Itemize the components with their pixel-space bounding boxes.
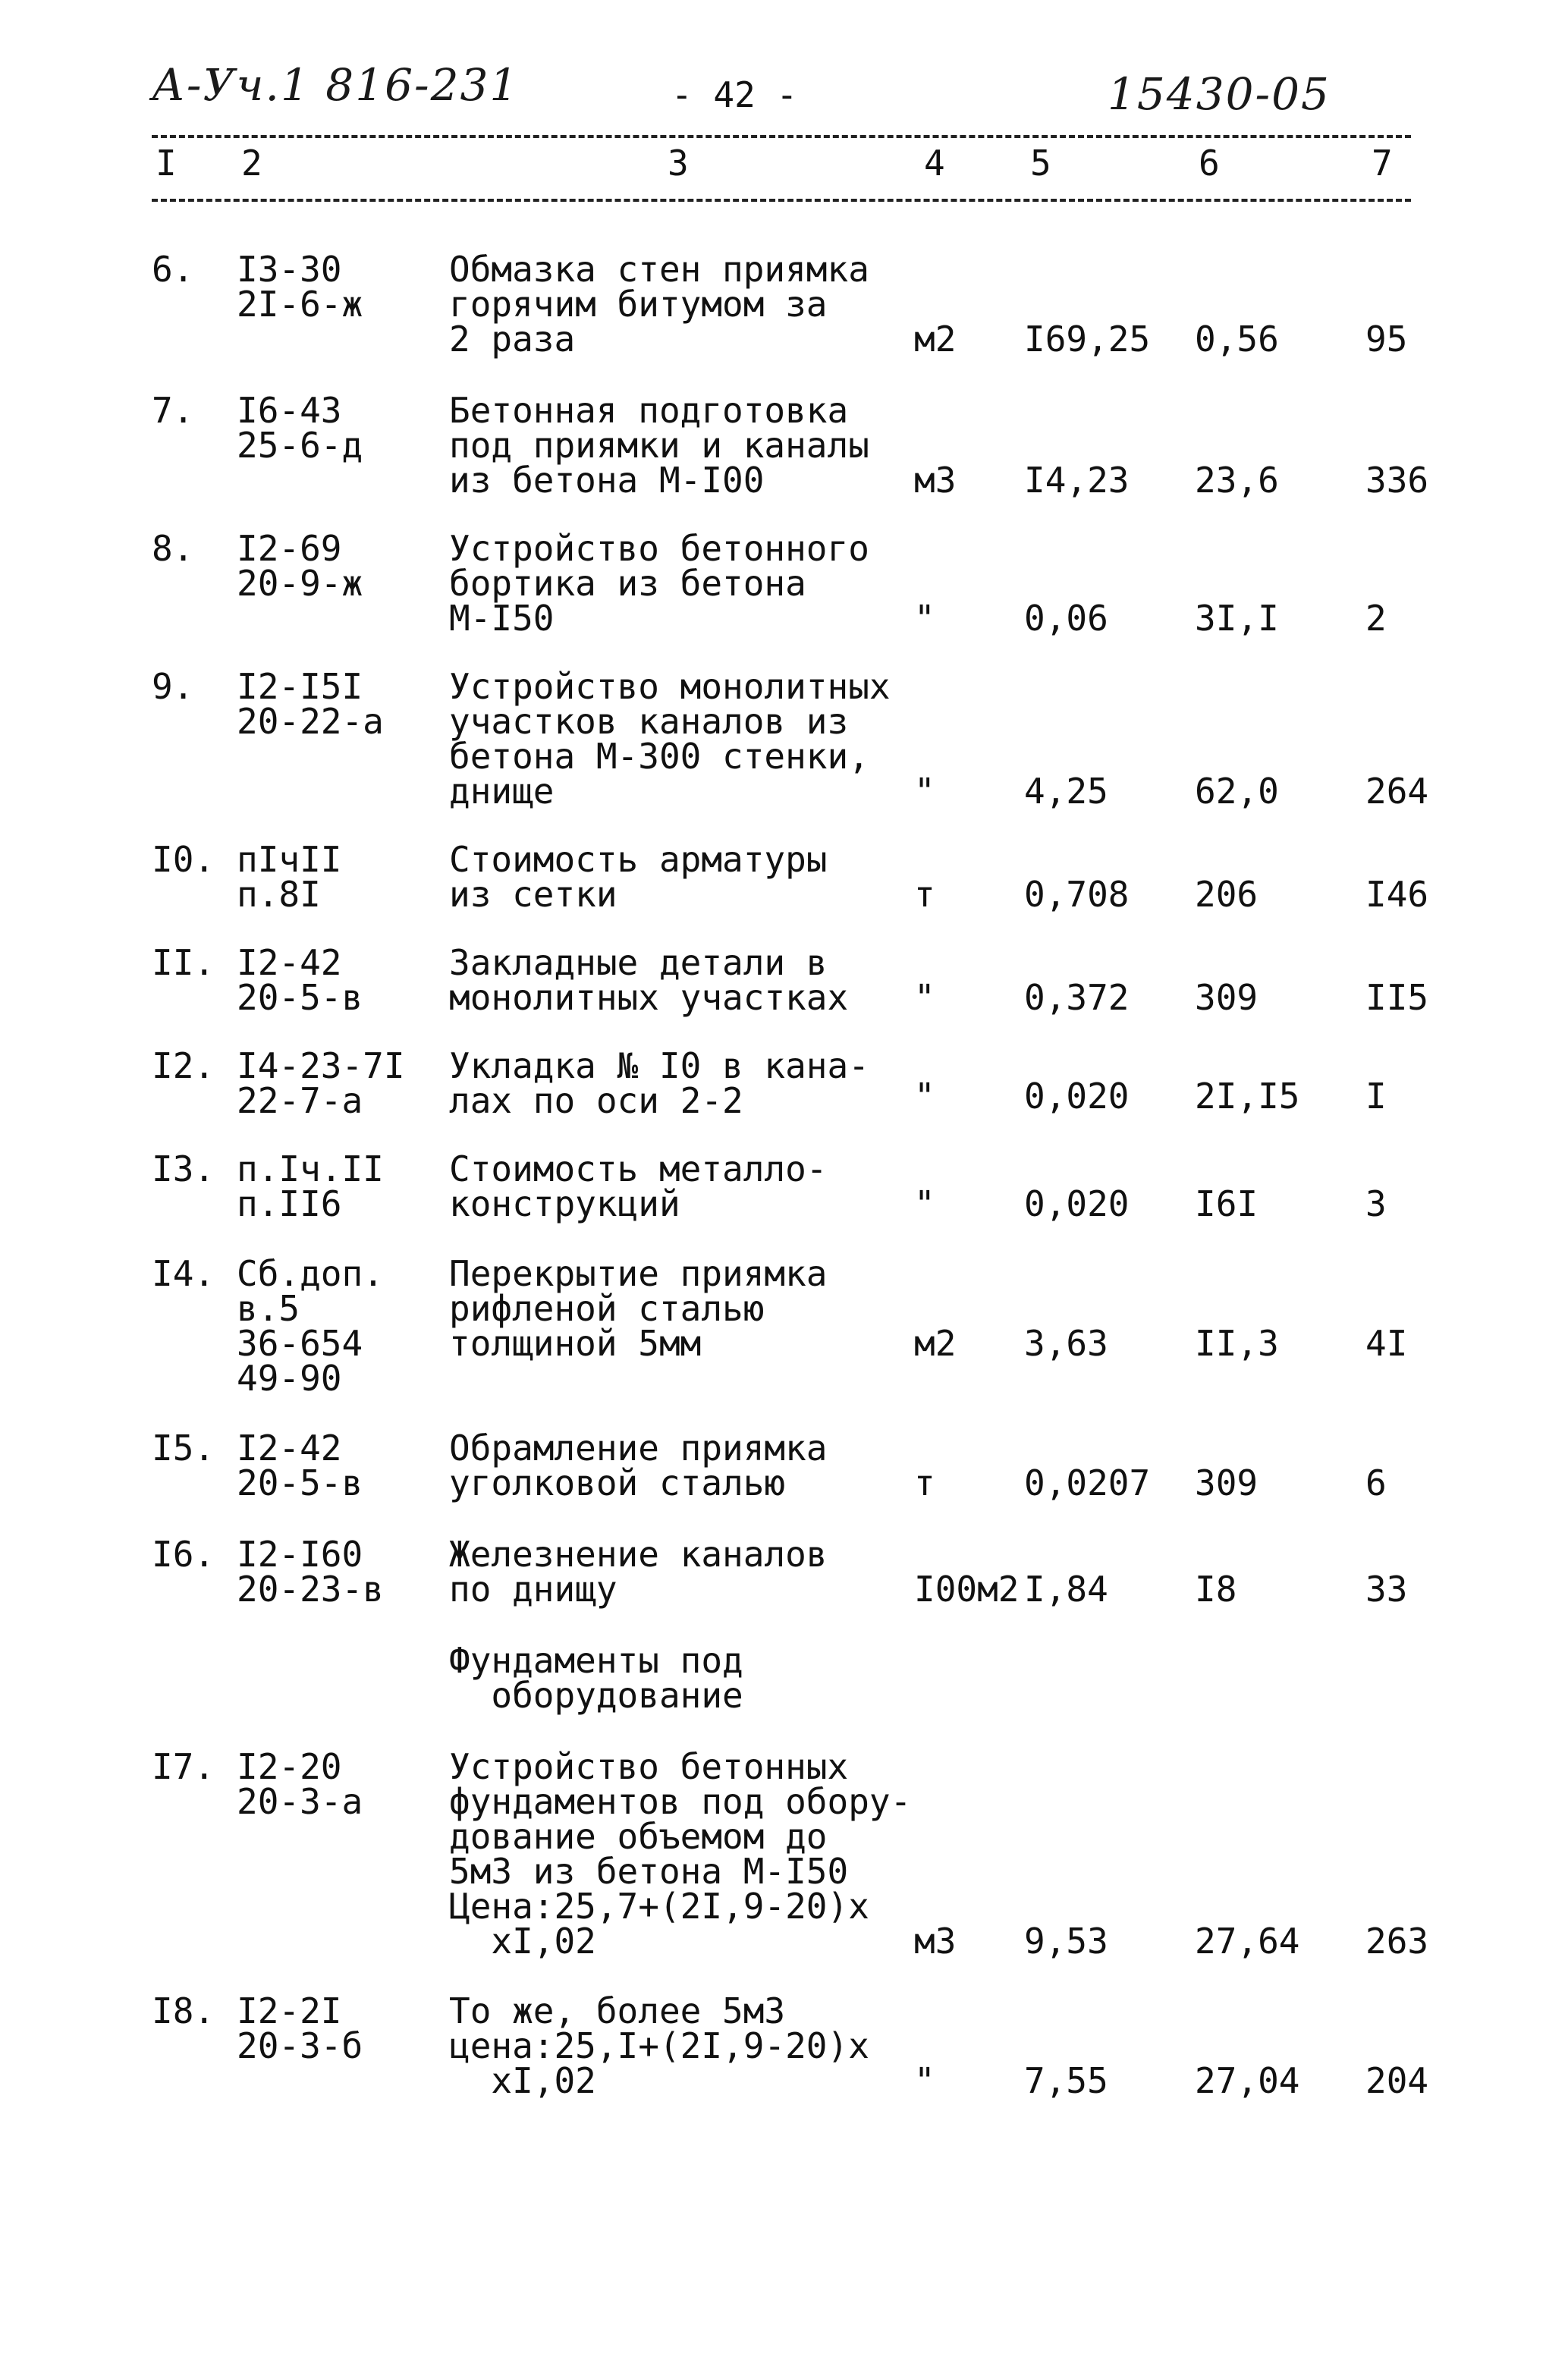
total-cost: 6 [1365, 1462, 1387, 1503]
unit-price: 3I,I [1195, 598, 1279, 639]
unit: т [914, 874, 935, 915]
quantity: 0,020 [1024, 1076, 1130, 1117]
work-description: Стоимость металло- конструкций [449, 1148, 828, 1224]
norm-code: п.Iч.II п.II6 [237, 1148, 384, 1224]
work-description: Устройство бетонных фундаментов под обору- дование объемом до 5м3 из бетона М-I50 Цена:25,7+(2I,9-20)х хI,02 [449, 1746, 912, 1962]
work-description: Обмазка стен приямка горячим битумом за 2 раза [449, 249, 869, 360]
row-number: 9. [152, 666, 194, 707]
unit-price: 0,56 [1195, 319, 1279, 360]
row-number: II. [152, 942, 215, 983]
unit: " [914, 1183, 935, 1224]
work-description: Закладные детали в монолитных участках [449, 942, 849, 1018]
quantity: I69,25 [1024, 319, 1151, 360]
quantity: 4,25 [1024, 771, 1108, 812]
unit-price: I8 [1195, 1569, 1237, 1610]
column-header-7: 7 [1372, 143, 1393, 184]
row-number: I7. [152, 1746, 215, 1787]
unit-price: 27,04 [1195, 2060, 1300, 2101]
unit-price: I6I [1195, 1183, 1258, 1224]
quantity: 0,708 [1024, 874, 1130, 915]
norm-code: I2-42 20-5-в [237, 1428, 363, 1503]
quantity: I4,23 [1024, 460, 1130, 501]
total-cost: 3 [1365, 1183, 1387, 1224]
work-description: Устройство бетонного бортика из бетона М-I50 [449, 528, 869, 639]
work-description: Устройство монолитных участков каналов из бетона М-300 стенки, днище [449, 666, 891, 812]
unit-price: 309 [1195, 1462, 1258, 1503]
work-description: То же, более 5м3 цена:25,I+(2I,9-20)х хI,02 [449, 1990, 869, 2101]
work-description: Железнение каналов по днищу [449, 1534, 828, 1610]
total-cost: II5 [1365, 977, 1429, 1018]
total-cost: 263 [1365, 1921, 1429, 1962]
row-number: I8. [152, 1990, 215, 2031]
total-cost: 2 [1365, 598, 1387, 639]
total-cost: 336 [1365, 460, 1429, 501]
norm-code: I3-30 2I-6-ж [237, 249, 363, 325]
norm-code: I2-69 20-9-ж [237, 528, 363, 604]
unit: I00м2 [914, 1569, 1020, 1610]
norm-code: I2-I60 20-23-в [237, 1534, 384, 1610]
unit: " [914, 1076, 935, 1117]
header-top-rule [152, 135, 1411, 138]
work-description: Бетонная подготовка под приямки и каналы из бетона М-I00 [449, 390, 869, 501]
norm-code: I2-42 20-5-в [237, 942, 363, 1018]
row-number: 8. [152, 528, 194, 569]
row-number: I4. [152, 1253, 215, 1294]
unit: " [914, 771, 935, 812]
quantity: 0,372 [1024, 977, 1130, 1018]
norm-code: I2-20 20-3-а [237, 1746, 363, 1822]
quantity: 0,06 [1024, 598, 1108, 639]
unit: м2 [914, 1323, 957, 1364]
row-number: I5. [152, 1428, 215, 1469]
unit-price: II,3 [1195, 1323, 1279, 1364]
section-heading: Фундаменты под оборудование [449, 1640, 743, 1716]
work-description: Обрамление приямка уголковой сталью [449, 1428, 828, 1503]
total-cost: I46 [1365, 874, 1429, 915]
total-cost: 264 [1365, 771, 1429, 812]
column-header-2: 2 [241, 143, 262, 184]
norm-code: Сб.доп. в.5 36-654 49-90 [237, 1253, 384, 1399]
unit: " [914, 598, 935, 639]
total-cost: I [1365, 1076, 1387, 1117]
norm-code: I2-2I 20-3-б [237, 1990, 363, 2066]
row-number: I0. [152, 839, 215, 880]
quantity: 7,55 [1024, 2060, 1108, 2101]
norm-code: I6-43 25-6-д [237, 390, 363, 466]
quantity: 0,020 [1024, 1183, 1130, 1224]
unit-price: 206 [1195, 874, 1258, 915]
page-number: - 42 - [671, 74, 798, 115]
unit-price: 62,0 [1195, 771, 1279, 812]
quantity: 3,63 [1024, 1323, 1108, 1364]
total-cost: 95 [1365, 319, 1408, 360]
unit-price: 23,6 [1195, 460, 1279, 501]
row-number: I3. [152, 1148, 215, 1189]
row-number: 7. [152, 390, 194, 431]
unit: " [914, 2060, 935, 2101]
row-number: I6. [152, 1534, 215, 1575]
unit-price: 2I,I5 [1195, 1076, 1300, 1117]
column-header-1: I [156, 143, 177, 184]
column-header-5: 5 [1030, 143, 1051, 184]
unit: т [914, 1462, 935, 1503]
total-cost: 4I [1365, 1323, 1408, 1364]
unit: " [914, 977, 935, 1018]
work-description: Перекрытие приямка рифленой сталью толщиной 5мм [449, 1253, 828, 1364]
document-code: А-Уч.1 816-231 [152, 59, 520, 111]
norm-code: пIчII п.8I [237, 839, 342, 915]
norm-code: I4-23-7I 22-7-а [237, 1045, 405, 1121]
column-header-6: 6 [1199, 143, 1220, 184]
unit: м2 [914, 319, 957, 360]
unit-price: 309 [1195, 977, 1258, 1018]
total-cost: 204 [1365, 2060, 1429, 2101]
quantity: 9,53 [1024, 1921, 1108, 1962]
quantity: I,84 [1024, 1569, 1108, 1610]
unit: м3 [914, 1921, 957, 1962]
row-number: 6. [152, 249, 194, 290]
column-header-3: 3 [668, 143, 689, 184]
header-bottom-rule [152, 199, 1411, 202]
project-number: 15430-05 [1108, 68, 1331, 120]
unit-price: 27,64 [1195, 1921, 1300, 1962]
quantity: 0,0207 [1024, 1462, 1151, 1503]
norm-code: I2-I5I 20-22-а [237, 666, 384, 742]
work-description: Стоимость арматуры из сетки [449, 839, 828, 915]
work-description: Укладка № I0 в кана- лах по оси 2-2 [449, 1045, 869, 1121]
row-number: I2. [152, 1045, 215, 1086]
unit: м3 [914, 460, 957, 501]
total-cost: 33 [1365, 1569, 1408, 1610]
column-header-4: 4 [924, 143, 945, 184]
